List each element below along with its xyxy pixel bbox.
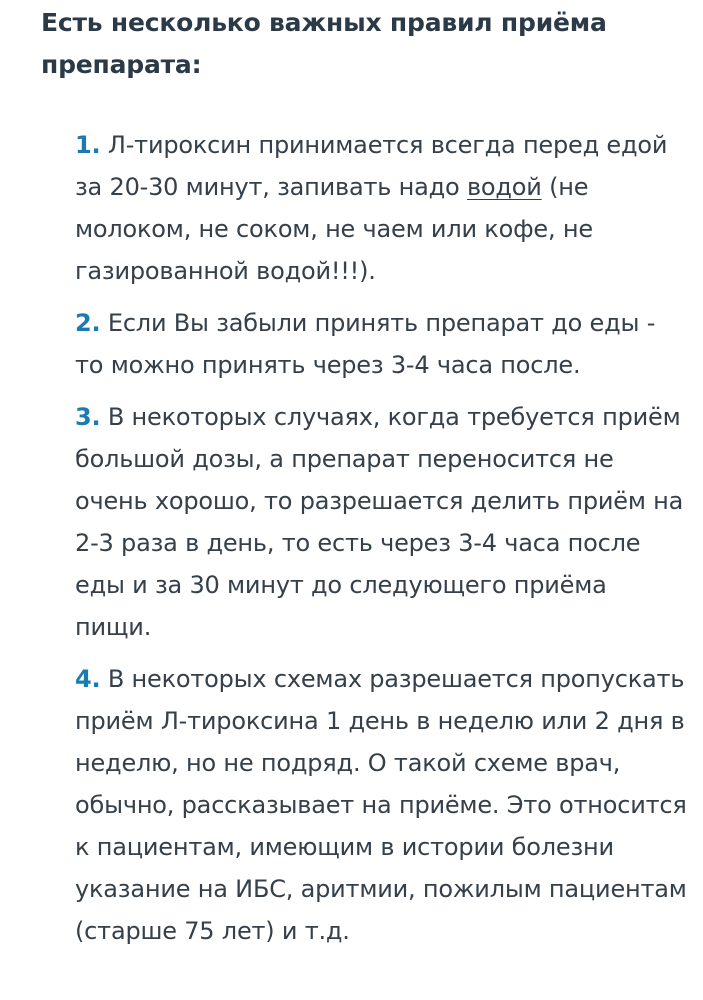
section-heading: Есть несколько важных правил приёма препарата: xyxy=(41,8,607,79)
rule-text: В некоторых случаях, когда требуется приём большой дозы, а препарат переносится не очень хорошо, то разрешается делить приём на 2-3 раза в день, то есть через 3-4 часа после еды и за 30 минут до следующего приёма пищи. xyxy=(75,403,684,641)
rules-list xyxy=(75,124,687,962)
rule-text: (не молоком, не соком, не чаем или кофе, не газированной водой!!!). xyxy=(75,173,593,285)
rule-item-3 xyxy=(75,396,687,648)
rule-number: 2. xyxy=(75,309,101,337)
rule-text: Если Вы забыли принять препарат до еды - то можно принять через 3-4 часа после. xyxy=(75,309,656,379)
rule-number: 3. xyxy=(75,403,101,431)
rule-text: В некоторых схемах разрешается пропускать приём Л-тироксина 1 день в неделю или 2 дня в неделю, но не подряд. О такой схеме врач, обычно, рассказывает на приёме. Это относится к пациентам, имеющим в истории болезни указание на ИБС, аритмии, пожилым пациентам (старше 75 лет) и т.д. xyxy=(75,665,687,945)
rule-text: Л-тироксин принимается всегда перед едой за 20-30 минут, запивать надо xyxy=(75,131,668,201)
rule-item-2 xyxy=(75,302,687,386)
rule-number: 1. xyxy=(75,131,101,159)
rule-item-1 xyxy=(75,124,687,292)
rule-number: 4. xyxy=(75,665,101,693)
rule-item-4 xyxy=(75,658,687,952)
rule-underlined-text: водой xyxy=(466,173,542,201)
